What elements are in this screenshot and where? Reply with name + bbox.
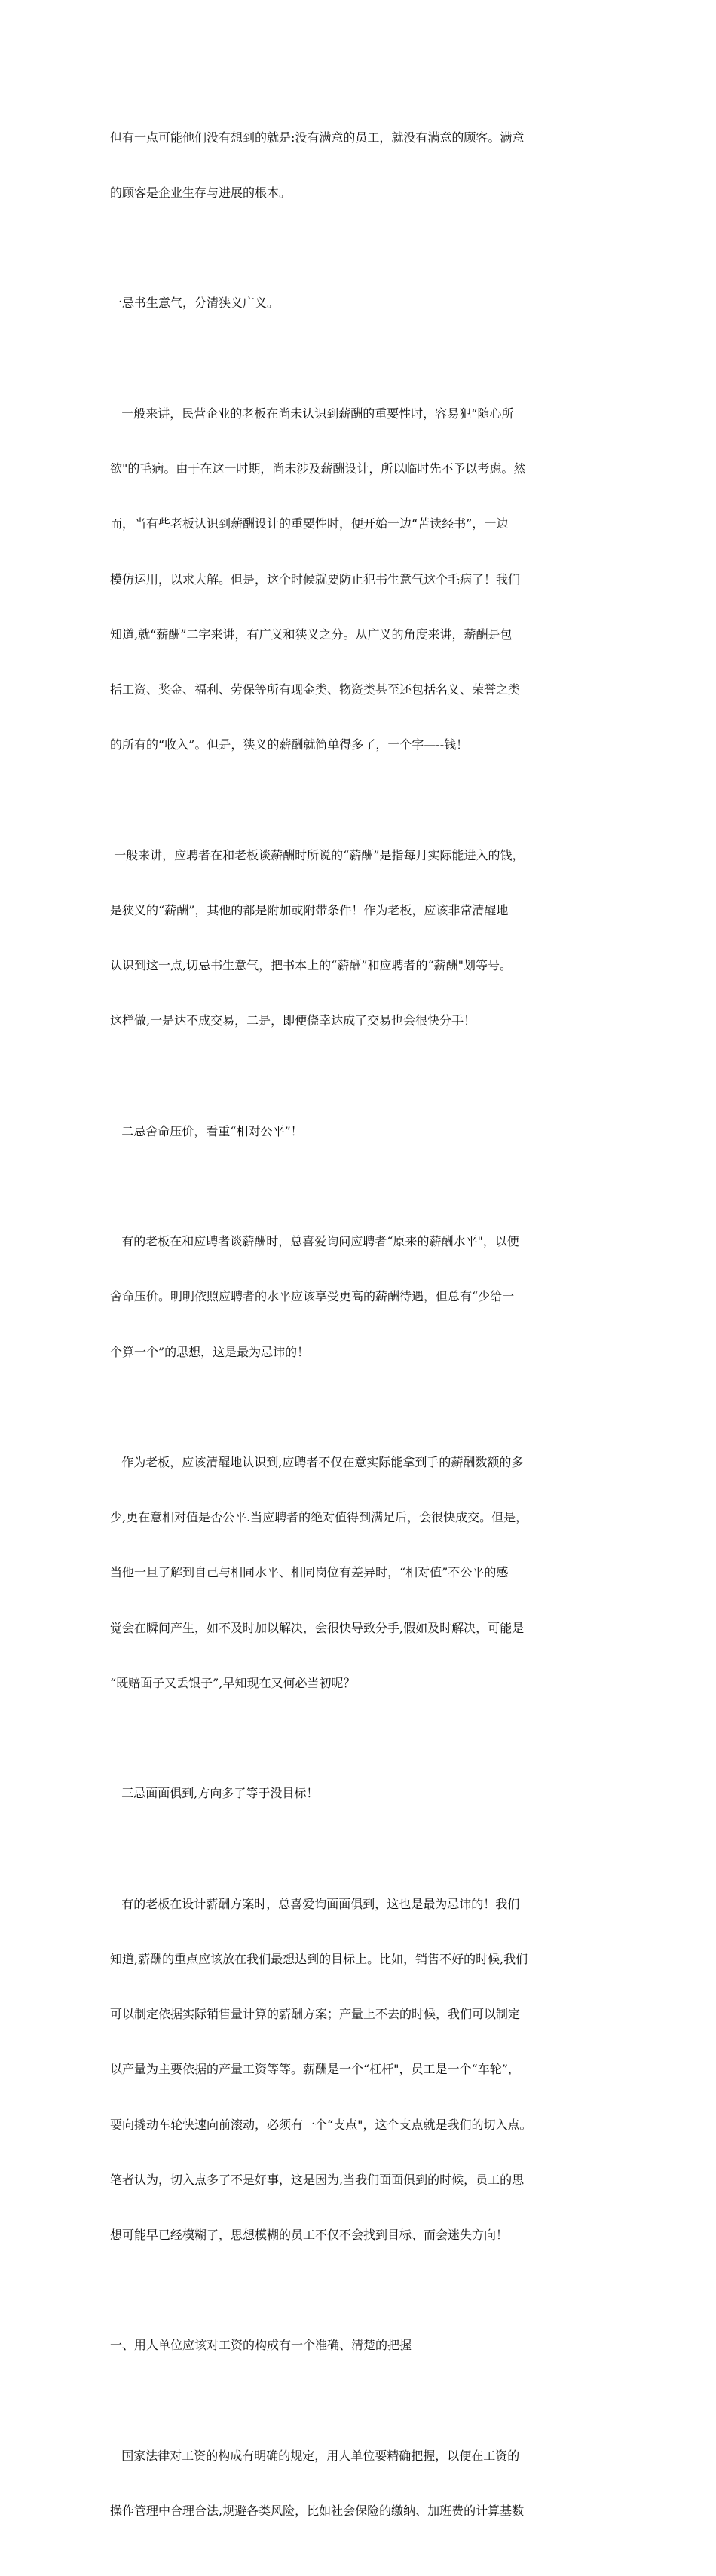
text-line: 笔者认为，切入点多了不是好事，这是因为,当我们面面俱到的时候，员工的思: [110, 2172, 525, 2187]
paragraph: [110, 2410, 623, 2557]
text-line: 当他一旦了解到自己与相同水平、相同岗位有差异时，“相对值”不公平的感: [110, 1565, 509, 1580]
text-line: 个算一个”的思想，这是最为忌讳的！: [110, 1344, 310, 1359]
text-line: 的顾客是企业生存与进展的根本。: [110, 185, 292, 201]
text-line: 二忌舍命压价，看重“相对公平”！: [110, 1123, 303, 1138]
text-line: 一、用人单位应该对工资的构成有一个准确、清楚的把握: [110, 2338, 412, 2353]
paragraph: [110, 1417, 623, 1729]
document-page: [110, 92, 623, 2576]
text-line: 一忌书生意气，分清狭义广义。: [110, 296, 280, 311]
text-line: 认识到这一点,切忌书生意气，把书本上的“薪酬”和应聘者的“薪酬"划等号。: [110, 958, 512, 973]
text-line: 可以制定依据实际销售量计算的薪酬方案；产量上不去的时候，我们可以制定: [110, 2007, 521, 2022]
text-line: 一般来讲，应聘者在和老板谈薪酬时所说的“薪酬”是指每月实际能进入的钱，: [110, 847, 525, 862]
text-line: 但有一点可能他们没有想到的就是:没有满意的员工，就没有满意的顾客。满意: [110, 130, 525, 145]
text-line: 作为老板，应该清醒地认识到,应聘者不仅在意实际能拿到手的薪酬数额的多: [110, 1454, 524, 1469]
text-line: 要向撬动车轮快速向前滚动，必须有一个“支点"，这个支点就是我们的切入点。: [110, 2117, 532, 2132]
text-line: 操作管理中合理合法,规避各类风险，比如社会保险的缴纳、加班费的计算基数: [110, 2504, 525, 2519]
text-line: 这样做,一是达不成交易，二是，即便侥幸达成了交易也会很快分手！: [110, 1013, 476, 1028]
section-heading: [110, 2300, 623, 2392]
text-line: 舍命压价。明明依照应聘者的水平应该享受更高的薪酬待遇，但总有“少给一: [110, 1289, 515, 1304]
text-line: 有的老板在和应聘者谈薪酬时，总喜爱询问应聘者“原来的薪酬水平"，以便: [110, 1234, 519, 1249]
text-line: 括工资、奖金、福利、劳保等所有现金类、物资类甚至还包括名义、荣誉之类: [110, 682, 521, 697]
text-line: 知道,就“薪酬”二字来讲，有广义和狭义之分。从广义的角度来讲，薪酬是包: [110, 626, 513, 642]
section-heading: [110, 1086, 623, 1178]
text-line: “既赔面子又丢银子”,早知现在又何必当初呢？: [110, 1675, 356, 1690]
text-line: 以产量为主要依据的产量工资等等。薪酬是一个“杠杆"，员工是一个“车轮”，: [110, 2062, 520, 2077]
text-line: 知道,薪酬的重点应该放在我们最想达到的目标上。比如，销售不好的时候,我们: [110, 1951, 528, 1966]
text-line: 想可能早已经模糊了，思想模糊的员工不仅不会找到目标、而会迷失方向！: [110, 2228, 509, 2242]
paragraph: [110, 368, 623, 791]
text-line: 的所有的“收入”。但是，狭义的薪酬就简单得多了，一个字—--钱！: [110, 737, 469, 752]
text-line: 有的老板在设计薪酬方案时，总喜爱询面面俱到，这也是最为忌讳的！我们: [110, 1896, 520, 1911]
paragraph: [110, 810, 623, 1067]
text-line: 欲"的毛病。由于在这一时期，尚未涉及薪酬设计，所以临时先不予以考虑。然: [110, 461, 526, 476]
text-line: 一般来讲，民营企业的老板在尚未认识到薪酬的重要性时，容易犯“随心所: [110, 406, 514, 421]
text-line: 三忌面面俱到,方向多了等于没目标！: [110, 1786, 319, 1801]
text-line: 觉会在瞬间产生，如不及时加以解决，会很快导致分手,假如及时解决，可能是: [110, 1620, 525, 1635]
section-heading: [110, 1747, 623, 1839]
text-line: 少,更在意相对值是否公平.当应聘者的绝对值得到满足后，会很快成交。但是，: [110, 1510, 528, 1525]
paragraph: [110, 1196, 623, 1398]
text-line: 国家法律对工资的构成有明确的规定，用人单位要精确把握，以便在工资的: [110, 2448, 520, 2463]
text-line: 而，当有些老板认识到薪酬设计的重要性时，便开始一边“苦读经书”，一边: [110, 516, 509, 531]
paragraph: [110, 92, 623, 239]
paragraph: [110, 1858, 623, 2281]
text-line: 是狭义的“薪酬”，其他的都是附加或附带条件！作为老板，应该非常清醒地: [110, 902, 509, 917]
text-line: 模仿运用，以求大解。但是，这个时候就要防止犯书生意气这个毛病了！我们: [110, 571, 521, 587]
section-heading: [110, 258, 623, 350]
